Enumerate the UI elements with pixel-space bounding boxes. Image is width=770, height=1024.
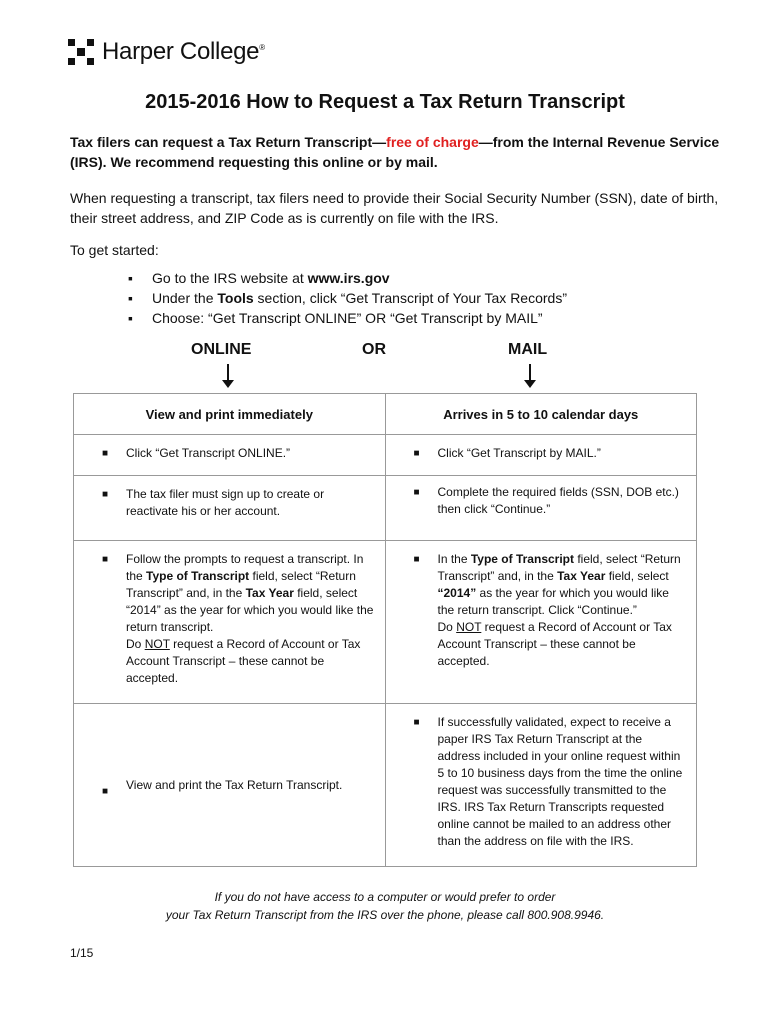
online-step-4: ■ View and print the Tax Return Transcript. xyxy=(74,704,386,867)
intro-paragraph: Tax filers can request a Tax Return Transcript—free of charge—from the Internal Revenue Service (IRS). We recommend requesting this online or by mail. xyxy=(70,134,720,170)
phone-note: If you do not have access to a computer or would prefer to order your Tax Return Transcript from the IRS over the phone, please call 800.908.9946. xyxy=(165,890,605,922)
step-2: ▪ Under the Tools section, click “Get Transcript of Your Tax Records” xyxy=(128,288,567,308)
mail-step-2: ■ Complete the required fields (SSN, DOB etc.) then click “Continue.” xyxy=(385,476,697,541)
free-of-charge: free of charge xyxy=(386,134,479,150)
get-started-label: To get started: xyxy=(70,242,159,258)
online-step-3: ■ Follow the prompts to request a transcript. In the Type of Transcript field, select “Return Transcript” and, in the Tax Year field, select “2014” as the year for which you would like the return transcript. Do NOT request a Record of Account or Tax Account Transcript – these cannot be accepted. xyxy=(74,541,386,704)
online-column-header: View and print immediately xyxy=(74,394,386,435)
instructions-table xyxy=(73,393,697,867)
online-step-2: ■ The tax filer must sign up to create or reactivate his or her account. xyxy=(74,476,386,541)
mail-step-4: ■ If successfully validated, expect to receive a paper IRS Tax Return Transcript at the address included in your online request within 5 to 10 business days from the time the online request was successfully transmitted to the IRS. IRS Tax Return Transcripts requested online cannot be mailed to an address other than the address on file with the IRS. xyxy=(385,704,697,867)
logo-mark-icon xyxy=(68,39,94,65)
step-1: ▪ Go to the IRS website at www.irs.gov xyxy=(128,268,567,288)
or-heading: OR xyxy=(362,341,386,358)
online-heading: ONLINE xyxy=(191,341,252,358)
page-number: 1/15 xyxy=(70,946,94,960)
mail-step-3: ■ In the Type of Transcript field, select “Return Transcript” and, in the Tax Year field, select “2014” as the year for which you would like the return transcript. Click “Continue.” Do NOT request a Record of Account or Tax Account Transcript – these cannot be accepted. xyxy=(385,541,697,704)
logo-text: Harper College® xyxy=(102,38,265,65)
mail-arrow-icon xyxy=(524,364,536,388)
mail-column-header: Arrives in 5 to 10 calendar days xyxy=(385,394,697,435)
online-step-1: ■ Click “Get Transcript ONLINE.” xyxy=(74,435,386,476)
harper-college-logo xyxy=(68,38,265,66)
online-arrow-icon xyxy=(222,364,234,388)
page-title: 2015-2016 How to Request a Tax Return Transcript xyxy=(145,91,625,113)
steps-list xyxy=(128,268,567,328)
mail-step-1: ■ Click “Get Transcript by MAIL.” xyxy=(385,435,697,476)
requirements-paragraph: When requesting a transcript, tax filers need to provide their Social Security Number (SSN), date of birth, their street address, and ZIP Code as is currently on file with the IRS. xyxy=(70,190,719,226)
step-3: ▪ Choose: “Get Transcript ONLINE” OR “Get Transcript by MAIL” xyxy=(128,308,567,328)
mail-heading: MAIL xyxy=(508,341,548,358)
